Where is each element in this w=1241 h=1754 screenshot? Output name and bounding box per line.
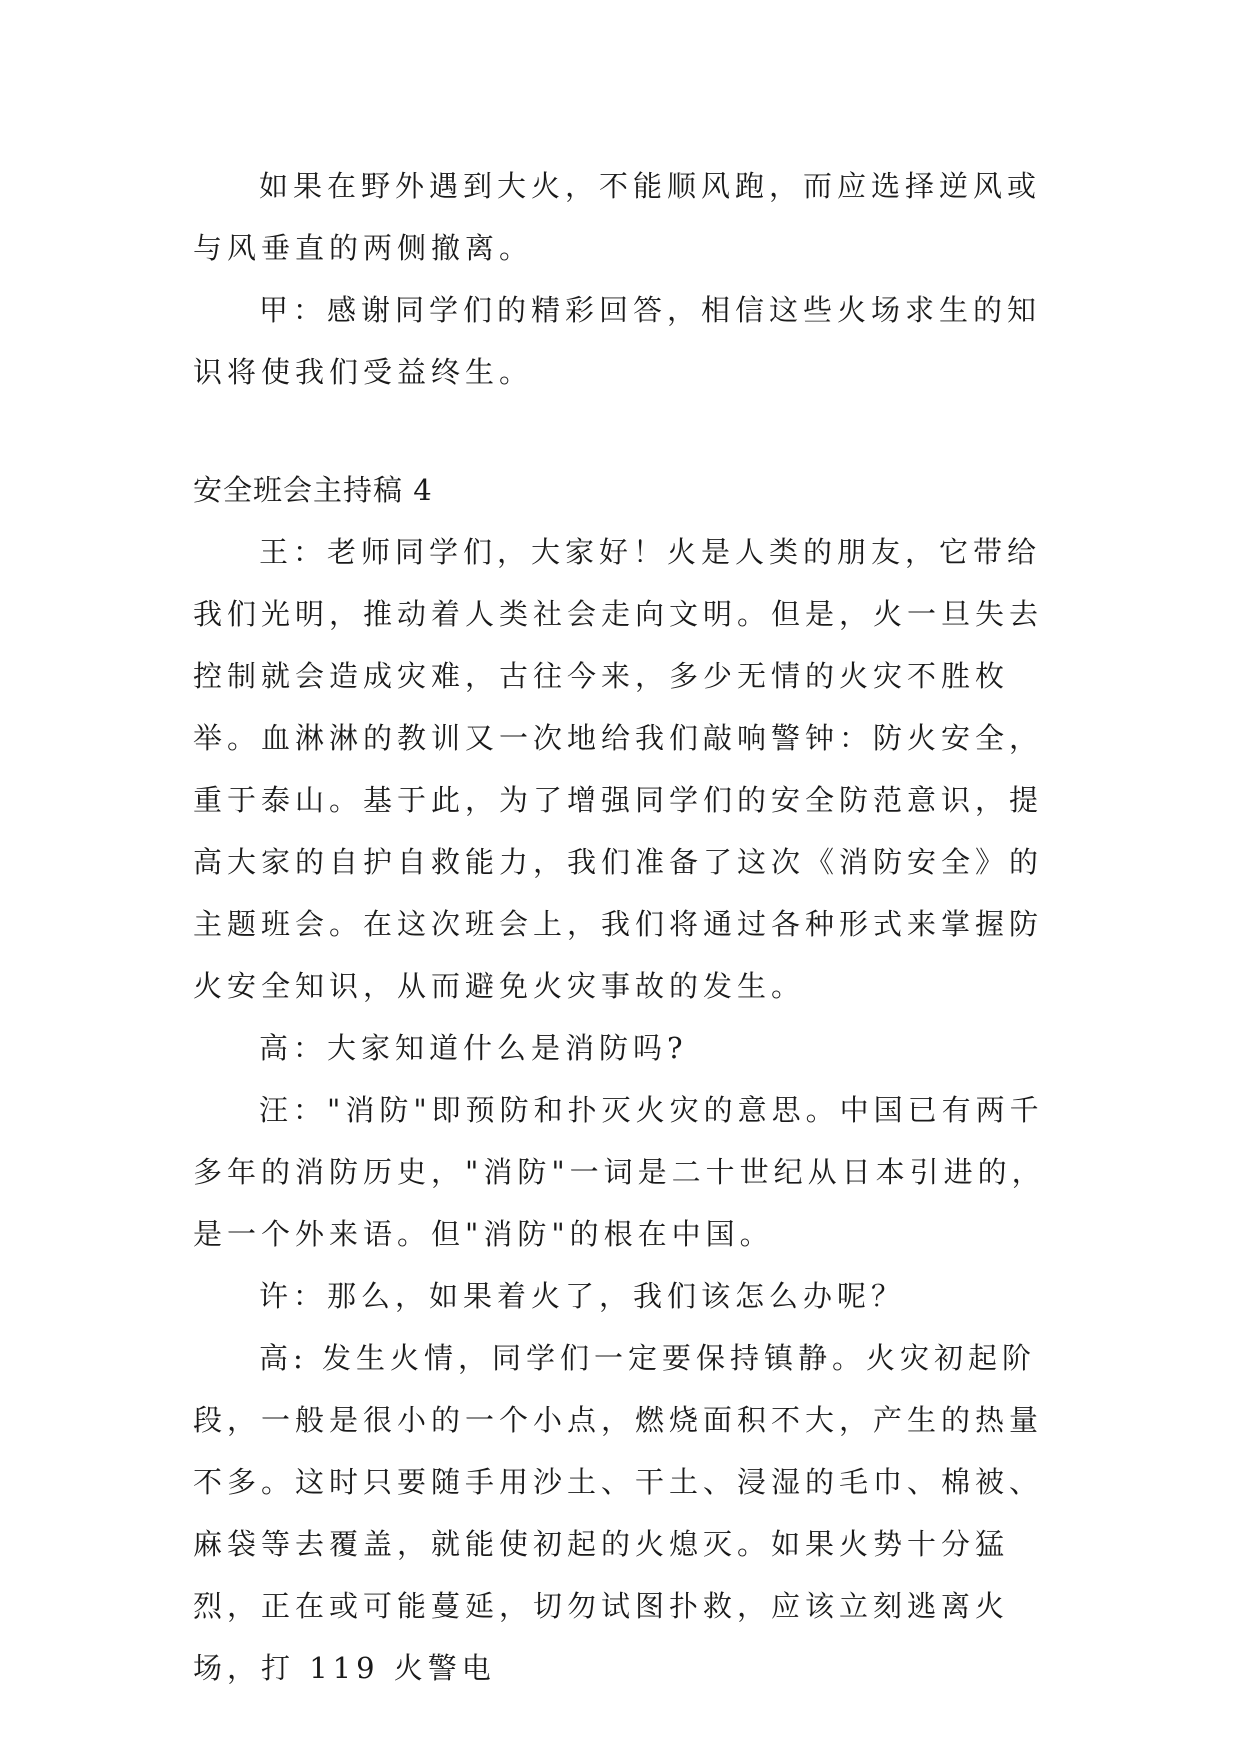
paragraph-wang: 王：老师同学们，大家好！火是人类的朋友，它带给我们光明，推动着人类社会走向文明。但是，火一旦失去控制就会造成灾难，古往今来，多少无情的火灾不胜枚举。血淋淋的教训又一次地给我们敲响警钟：防火安全，重于泰山。基于此，为了增强同学们的安全防范意识，提高大家的自护自救能力，我们准备了这次《消防安全》的主题班会。在这次班会上，我们将通过各种形式来掌握防火安全知识，从而避免火灾事故的发生。 xyxy=(193,535,1044,1003)
paragraph-wild-fire: 如果在野外遇到大火，不能顺风跑，而应选择逆风或与风垂直的两侧撤离。 xyxy=(193,169,1042,265)
document-body xyxy=(193,155,1063,1699)
section-heading: 安全班会主持稿 4 xyxy=(193,473,433,507)
paragraph-gao-answer: 高: 发生火情，同学们一定要保持镇静。火灾初起阶段，一般是很小的一个小点，燃烧面积不大，产生的热量不多。这时只要随手用沙土、干土、浸湿的毛巾、棉被、麻袋等去覆盖，就能使初起的火熄灭。如果火势十分猛烈，正在或可能蔓延，切勿试图扑救，应该立刻逃离火场，打 119 火警电 xyxy=(193,1341,1044,1685)
paragraph-xu-question: 许：那么，如果着火了，我们该怎么办呢？ xyxy=(259,1279,906,1313)
paragraph-thanks: 甲：感谢同学们的精彩回答，相信这些火场求生的知识将使我们受益终生。 xyxy=(193,293,1042,389)
paragraph-gao-question: 高：大家知道什么是消防吗? xyxy=(259,1031,688,1065)
paragraph-wang-answer: 汪："消防"即预防和扑灭火灾的意思。中国已有两千多年的消防历史，"消防"一词是二十世纪从日本引进的，是一个外来语。但"消防"的根在中国。 xyxy=(193,1093,1046,1251)
